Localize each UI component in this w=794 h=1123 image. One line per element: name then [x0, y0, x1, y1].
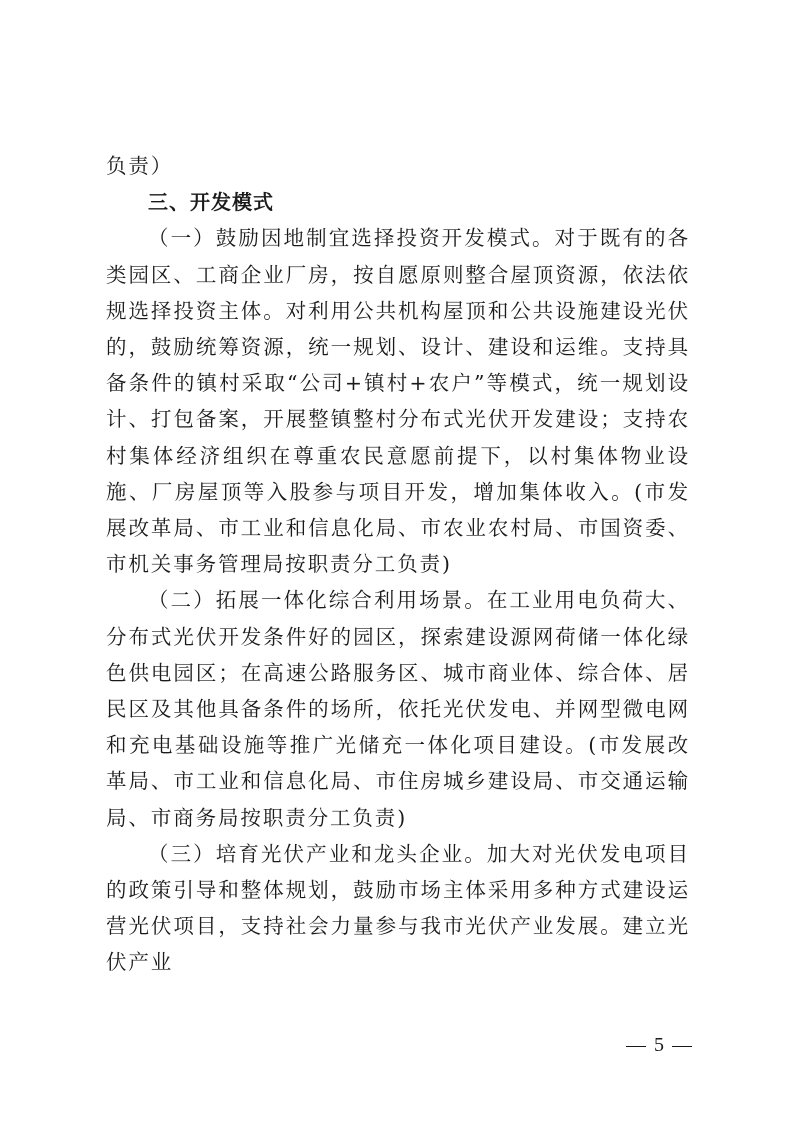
paragraph-2: （二）拓展一体化综合利用场景。在工业用电负荷大、分布式光伏开发条件好的园区，探索建设源网荷储一体化绿色供电园区；在高速公路服务区、城市商业体、综合体、居民区及其他具备条件的场所，依托光伏发电、并网型微电网和充电基础设施等推广光储充一体化项目建设。(市发展改革局、市工业和信息化局、市住房城乡建设局、市交通运输局、市商务局按职责分工负责): [106, 588, 690, 830]
dash-left: [626, 1046, 646, 1048]
page-footer: [618, 1034, 700, 1057]
paragraph-3: （三）培育光伏产业和龙头企业。加大对光伏发电项目的政策引导和整体规划，鼓励市场主体采用多种方式建设运营光伏项目，支持社会力量参与我市光伏产业发展。建立光伏产业: [106, 841, 690, 975]
dash-right: [672, 1046, 692, 1048]
document-body: [106, 148, 690, 981]
page-number: 5: [654, 1034, 664, 1056]
continuation-text: 负责）: [106, 154, 174, 178]
paragraph-1: （一）鼓励因地制宜选择投资开发模式。对于既有的各类园区、工商企业厂房，按自愿原则整合屋顶资源，依法依规选择投资主体。对利用公共机构屋顶和公共设施建设光伏的，鼓励统筹资源，统一规划、设计、建设和运维。支持具备条件的镇村采取“公司+镇村+农户”等模式，统一规划设计、打包备案，开展整镇整村分布式光伏开发建设；支持农村集体经济组织在尊重农民意愿前提下，以村集体物业设施、厂房屋顶等入股参与项目开发，增加集体收入。(市发展改革局、市工业和信息化局、市农业农村局、市国资委、市机关事务管理局按职责分工负责): [106, 226, 690, 577]
section-heading: 三、开发模式: [148, 190, 274, 215]
